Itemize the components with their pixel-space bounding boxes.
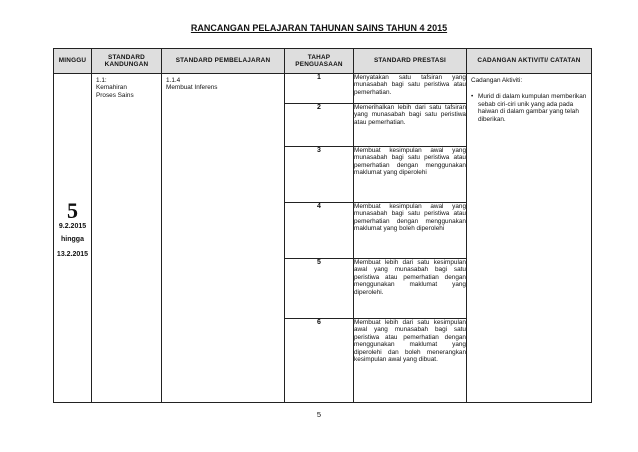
- activity-list: [471, 93, 588, 123]
- header-content-standard: STANDARD KANDUNGAN: [92, 49, 162, 74]
- bullet-icon: •: [471, 93, 474, 101]
- performance-standard-cell: Membuat kesimpulan awal yang munasabah bagi satu peristiwa atau pemerhatian dengan menggunakan maklumat yang diperolehi: [354, 147, 467, 203]
- activity-heading: Cadangan Aktiviti:: [471, 77, 523, 84]
- week-end-date: 13.2.2015: [56, 251, 89, 258]
- performance-standard-cell: Membuat kesimpulan awal yang munasabah bagi satu peristiwa atau pemerhatian dengan menggunakan maklumat yang boleh diperolehi: [354, 203, 467, 259]
- table-row: [54, 74, 592, 104]
- header-activity: CADANGAN AKTIVITI/ CATATAN: [467, 49, 592, 74]
- header-week: MINGGU: [54, 49, 92, 74]
- week-cell: [54, 74, 92, 403]
- level-cell: 6: [285, 319, 354, 403]
- level-cell: 3: [285, 147, 354, 203]
- activity-cell: [467, 74, 592, 403]
- header-row: [54, 49, 592, 74]
- page-number: 5: [316, 410, 322, 419]
- performance-standard-cell: Membuat lebih dari satu kesimpulan awal yang munasabah bagi satu peristiwa atau pemerhatian dengan menggunakan maklumat yang diperolehi.: [354, 259, 467, 319]
- content-standard-code: 1.1:: [96, 77, 107, 84]
- content-standard-cell: [92, 74, 162, 403]
- header-learning-standard: STANDARD PEMBELAJARAN: [162, 49, 285, 74]
- level-cell: 2: [285, 104, 354, 147]
- activity-item: [471, 93, 588, 123]
- activity-item-text: Murid di dalam kumpulan memberikan sebab ciri-ciri unik yang ada pada haiwan di dalam gambar yang telah diberikan.: [478, 93, 587, 123]
- week-start-date: 9.2.2015: [58, 223, 87, 230]
- page-title: RANCANGAN PELAJARAN TAHUNAN SAINS TAHUN 4 2015: [190, 23, 448, 33]
- learning-standard-cell: [162, 74, 285, 403]
- header-level: TAHAP PENGUASAAN: [285, 49, 354, 74]
- level-cell: 4: [285, 203, 354, 259]
- learning-standard-code: 1.1.4: [166, 77, 181, 84]
- performance-standard-cell: Menyatakan satu tafsiran yang munasabah bagi satu peristiwa atau pemerhatian.: [354, 74, 467, 104]
- performance-standard-cell: Membuat lebih dari satu kesimpulan awal yang munasabah bagi satu peristiwa atau pemerhatian dengan menggunakan maklumat yang diperolehi dan boleh menerangkan kesimpulan awal yang dibuat.: [354, 319, 467, 403]
- lesson-plan-table: [53, 48, 592, 403]
- content-standard-line-1: Kemahiran: [96, 84, 127, 92]
- learning-standard-text: Membuat Inferens: [166, 84, 218, 92]
- level-cell: 5: [285, 259, 354, 319]
- content-standard-line-2: Proses Sains: [96, 91, 134, 99]
- week-number: 5: [67, 198, 78, 223]
- performance-standard-cell: Memerihalkan lebih dari satu tafsiran yang munasabah bagi satu peristiwa atau pemerhatian.: [354, 104, 467, 147]
- level-cell: 1: [285, 74, 354, 104]
- week-range-word: hingga: [61, 236, 84, 243]
- header-performance-standard: STANDARD PRESTASI: [354, 49, 467, 74]
